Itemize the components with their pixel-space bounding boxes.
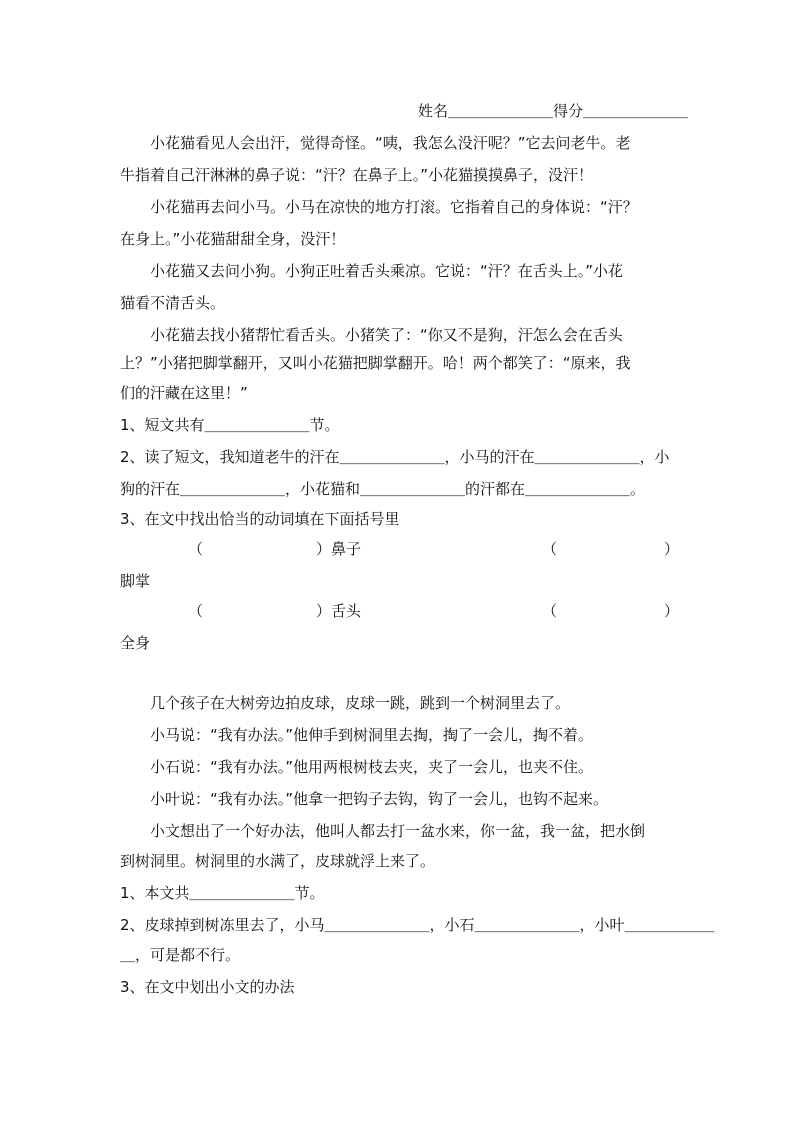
passage-2-line: 几个孩子在大树旁边拍皮球，皮球一跳，跳到一个树洞里去了。 — [150, 694, 571, 712]
passage-1-line: 猫看不清舌头。 — [120, 294, 226, 312]
verb-fill-row-2 — [120, 602, 680, 620]
passage-2-line: 小叶说：“我有办法。”他拿一把钩子去钩，钩了一会儿，也钩不起来。 — [150, 790, 609, 808]
verb-fill-wrap-2: 全身 — [120, 634, 151, 652]
paren-open: （ — [188, 602, 204, 620]
passage-1-line: 上？”小猪把脚掌翻开，又叫小花猫把脚掌翻开。哈！两个都笑了：“原来，我 — [120, 354, 631, 372]
passage-1-line: 们的汗藏在这里！” — [120, 384, 248, 402]
paren-close-label: ）鼻子 — [316, 540, 362, 558]
paren-open: （ — [188, 540, 204, 558]
question-1-3: 3、在文中找出恰当的动词填在下面括号里 — [120, 510, 400, 528]
name-score-line: 姓名＿＿＿＿＿＿＿得分＿＿＿＿＿＿＿ — [418, 102, 689, 120]
question-2-1: 1、本文共＿＿＿＿＿＿＿节。 — [120, 884, 325, 902]
question-2-3: 3、在文中划出小文的办法 — [120, 978, 295, 996]
passage-1-line: 小花猫去找小猪帮忙看舌头。小猪笑了：“你又不是狗，汗怎么会在舌头 — [150, 326, 623, 344]
passage-2-line: 小马说：“我有办法。”他伸手到树洞里去掏，掏了一会儿，掏不着。 — [150, 726, 594, 744]
passage-1-line: 小花猫又去问小狗。小狗正吐着舌头乘凉。它说：“汗？在舌头上。”小花 — [150, 262, 624, 280]
question-2-2-line-2: ＿，可是都不行。 — [120, 946, 241, 964]
paren-close-label: ）舌头 — [316, 602, 362, 620]
verb-fill-wrap-1: 脚掌 — [120, 572, 151, 590]
verb-fill-row-1 — [120, 540, 680, 558]
question-2-2-line-1: 2、皮球掉到树冻里去了，小马＿＿＿＿＿＿＿，小石＿＿＿＿＿＿＿，小叶＿＿＿＿＿＿ — [120, 916, 715, 934]
passage-2-line: 到树洞里。树洞里的水满了，皮球就浮上来了。 — [120, 852, 436, 870]
passage-1-line: 在身上。”小花猫甜甜全身，没汗！ — [120, 230, 346, 248]
passage-1-line: 小花猫看见人会出汗，觉得奇怪。“咦，我怎么没汗呢？”它去问老牛。老 — [150, 134, 631, 152]
paren-close: ） — [664, 602, 680, 620]
passage-1-line: 牛指着自己汗淋淋的鼻子说：“汗？在鼻子上。”小花猫摸摸鼻子，没汗！ — [120, 166, 594, 184]
paren-open: （ — [542, 602, 558, 620]
question-1-1: 1、短文共有＿＿＿＿＿＿＿节。 — [120, 416, 340, 434]
question-1-2-line-2: 狗的汗在＿＿＿＿＿＿＿，小花猫和＿＿＿＿＿＿＿的汗都在＿＿＿＿＿＿＿。 — [120, 480, 646, 498]
passage-2-line: 小石说：“我有办法。”他用两根树枝去夹，夹了一会儿，也夹不住。 — [150, 758, 594, 776]
paren-close: ） — [664, 540, 680, 558]
paren-open: （ — [542, 540, 558, 558]
passage-1-line: 小花猫再去问小马。小马在凉快的地方打滚。它指着自己的身体说：“汗？ — [150, 198, 638, 216]
question-1-2-line-1: 2、读了短文，我知道老牛的汗在＿＿＿＿＿＿＿，小马的汗在＿＿＿＿＿＿＿，小 — [120, 448, 670, 466]
passage-2-line: 小文想出了一个好办法，他叫人都去打一盆水来，你一盆，我一盆，把水倒 — [150, 822, 646, 840]
